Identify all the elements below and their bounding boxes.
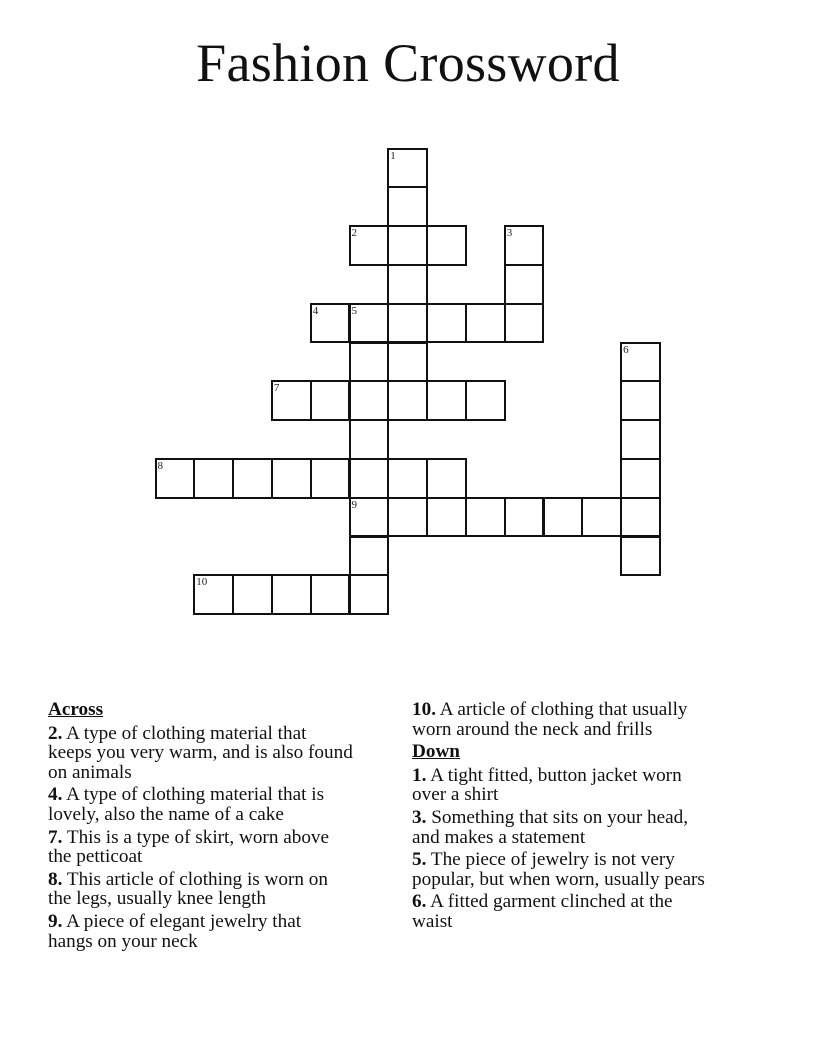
clue-item — [48, 724, 408, 783]
grid-cell[interactable] — [387, 342, 428, 383]
across-continued — [412, 700, 772, 739]
clue-line — [48, 785, 408, 805]
grid-cell[interactable] — [349, 574, 390, 615]
grid-cell[interactable] — [387, 458, 428, 499]
clue-number: 5 — [351, 304, 357, 317]
clue-text: waist — [412, 910, 453, 932]
grid-cell[interactable] — [465, 380, 506, 421]
grid-cell[interactable] — [543, 497, 584, 538]
clue-number-label: 5. — [412, 849, 427, 871]
clue-line — [412, 700, 772, 720]
clue-text: the petticoat — [48, 846, 143, 868]
grid-cell[interactable] — [387, 225, 428, 266]
grid-cell[interactable] — [193, 458, 234, 499]
clue-text: The piece of jewelry is not very — [430, 849, 675, 871]
clue-line — [412, 912, 772, 932]
grid-cell[interactable] — [387, 303, 428, 344]
grid-cell[interactable] — [465, 303, 506, 344]
clue-text: A piece of elegant jewelry that — [66, 910, 302, 932]
grid-cell[interactable] — [310, 574, 351, 615]
grid-cell-10[interactable] — [193, 574, 234, 615]
clue-item — [48, 912, 408, 951]
clue-text: hangs on your neck — [48, 930, 198, 952]
clue-line — [48, 847, 408, 867]
grid-cell[interactable] — [620, 536, 661, 577]
clues-right-column — [412, 700, 772, 935]
clues-across-column — [48, 700, 408, 954]
clue-number-label: 3. — [412, 806, 427, 828]
clue-number-label: 1. — [412, 764, 427, 786]
grid-cell-2[interactable] — [349, 225, 390, 266]
clue-line — [412, 766, 772, 786]
clue-line — [48, 870, 408, 890]
grid-cell[interactable] — [504, 303, 545, 344]
clue-number: 3 — [506, 227, 513, 240]
grid-cell[interactable] — [426, 380, 467, 421]
clues-down-list — [412, 766, 772, 932]
grid-cell-9[interactable] — [349, 497, 390, 538]
grid-cell[interactable] — [271, 574, 312, 615]
grid-cell[interactable] — [426, 225, 467, 266]
grid-cell[interactable] — [310, 380, 351, 421]
clue-text: lovely, also the name of a cake — [48, 803, 284, 825]
page-title: Fashion Crossword — [196, 33, 620, 93]
clue-number-label: 6. — [412, 891, 427, 913]
clue-text: A type of clothing material that — [66, 722, 307, 744]
grid-cell[interactable] — [426, 303, 467, 344]
clue-item — [412, 700, 772, 739]
grid-cell[interactable] — [387, 186, 428, 227]
clue-text: A tight fitted, button jacket worn — [430, 764, 682, 786]
clue-number-label: 8. — [48, 868, 63, 890]
clue-item — [412, 850, 772, 889]
grid-cell[interactable] — [349, 342, 390, 383]
clue-line — [412, 785, 772, 805]
grid-cell-4[interactable] — [310, 303, 351, 344]
grid-cell[interactable] — [232, 574, 273, 615]
clue-line — [48, 889, 408, 909]
clue-number: 2 — [351, 227, 357, 240]
grid-cell[interactable] — [620, 380, 661, 421]
grid-cell[interactable] — [504, 264, 545, 305]
clue-number: 8 — [157, 459, 163, 472]
grid-cell[interactable] — [310, 458, 351, 499]
clue-text: over a shirt — [412, 784, 499, 806]
clue-item — [412, 766, 772, 805]
clue-line — [48, 805, 408, 825]
grid-cell[interactable] — [387, 380, 428, 421]
clue-text: A fitted garment clinched at the — [430, 891, 673, 913]
grid-cell-5[interactable] — [349, 303, 390, 344]
clue-text: popular, but when worn, usually pears — [412, 868, 705, 890]
clue-number: 10 — [196, 576, 208, 589]
clue-text: worn around the neck and frills — [412, 718, 653, 740]
grid-cell[interactable] — [426, 497, 467, 538]
clue-number: 6 — [623, 343, 629, 356]
clue-text: A article of clothing that usually — [439, 699, 688, 720]
clue-line — [412, 720, 772, 740]
clue-text: and makes a statement — [412, 826, 586, 848]
grid-cell[interactable] — [426, 458, 467, 499]
clue-line — [48, 763, 408, 783]
grid-cell[interactable] — [581, 497, 622, 538]
clue-line — [48, 743, 408, 763]
clue-number-label: 4. — [48, 784, 63, 806]
clue-number: 9 — [351, 498, 357, 511]
clue-number: 4 — [312, 304, 319, 317]
clue-line — [412, 850, 772, 870]
grid-cell[interactable] — [349, 419, 390, 460]
clue-line — [48, 724, 408, 744]
clue-number: 7 — [273, 382, 280, 395]
down-heading: Down — [412, 741, 460, 763]
grid-cell[interactable] — [504, 497, 545, 538]
grid-cell-3[interactable] — [504, 225, 545, 266]
grid-cell-7[interactable] — [271, 380, 312, 421]
clue-number-label: 7. — [48, 826, 63, 848]
grid-cell[interactable] — [349, 458, 390, 499]
clue-line — [412, 870, 772, 890]
clue-item — [412, 808, 772, 847]
grid-cell[interactable] — [620, 497, 661, 538]
grid-cell[interactable] — [387, 264, 428, 305]
clue-number-label: 2. — [48, 722, 63, 744]
grid-cell[interactable] — [271, 458, 312, 499]
clue-item — [412, 892, 772, 931]
clue-text: This article of clothing is worn on — [66, 868, 328, 890]
clue-line — [48, 912, 408, 932]
clue-number: 1 — [390, 149, 396, 162]
clue-item — [48, 870, 408, 909]
clue-line — [48, 828, 408, 848]
clue-text: keeps you very warm, and is also found — [48, 742, 353, 764]
grid-cell[interactable] — [620, 458, 661, 499]
clue-text: Something that sits on your head, — [431, 806, 689, 828]
grid-cell[interactable] — [620, 419, 661, 460]
across-heading: Across — [48, 699, 104, 720]
clue-text: the legs, usually knee length — [48, 888, 266, 910]
clue-text: A type of clothing material that is — [66, 784, 325, 806]
grid-cell[interactable] — [349, 380, 390, 421]
clue-text: on animals — [48, 761, 132, 783]
clue-line — [412, 892, 772, 912]
clue-line — [412, 808, 772, 828]
grid-cell[interactable] — [387, 497, 428, 538]
grid-cell[interactable] — [232, 458, 273, 499]
grid-cell-6[interactable] — [620, 342, 661, 383]
grid-cell-1[interactable] — [387, 148, 428, 189]
clue-item — [48, 828, 408, 867]
clue-number-label: 9. — [48, 910, 63, 932]
grid-cell-8[interactable] — [155, 458, 196, 499]
grid-cell[interactable] — [465, 497, 506, 538]
grid-cell[interactable] — [349, 536, 390, 577]
clue-line — [412, 828, 772, 848]
clue-item — [48, 785, 408, 824]
clue-text: This is a type of skirt, worn above — [66, 826, 330, 848]
clue-number-label: 10. — [412, 699, 436, 720]
clue-line — [48, 932, 408, 952]
